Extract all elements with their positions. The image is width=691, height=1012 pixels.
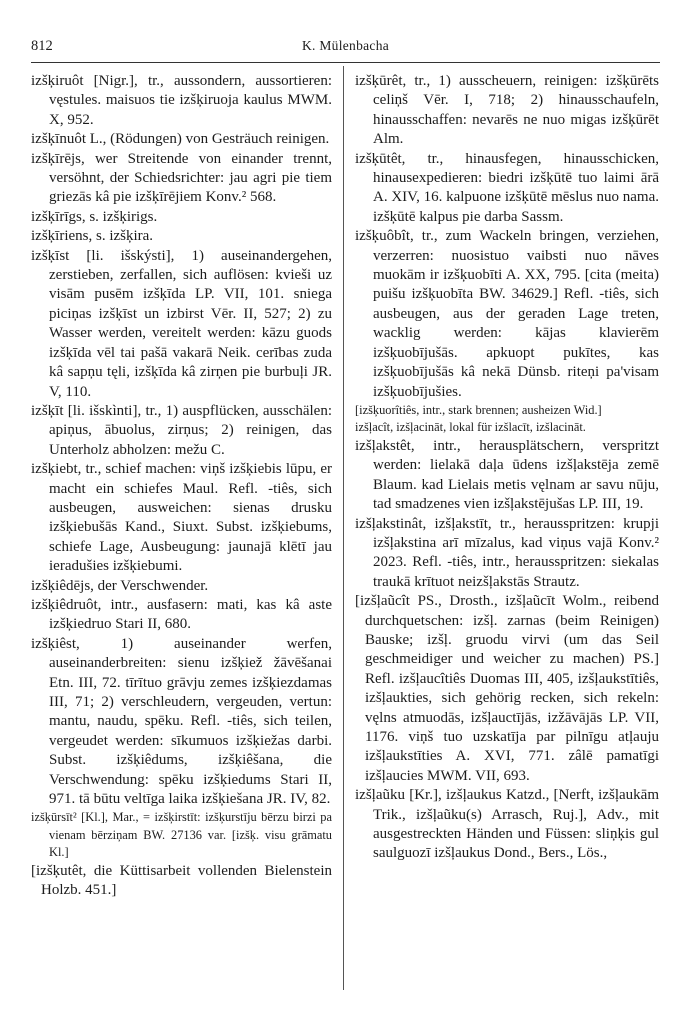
dictionary-entry: izšķīrīgs, s. izšķirigs. (31, 208, 158, 225)
dictionary-entry: izšļaũku [Kr.], izšļaukus Katzd., [Nerft, izšļaukām Trik., izšļaũku(s) Arrasch, Ruj.], Adv., mit ausgestreckten Händen und Füssen: sliņķis gul saulguozī izšļaukus Dond., Bers., Lös., (355, 787, 659, 862)
dictionary-entry: izšķuôbît, tr., zum Wackeln bringen, verziehen, verzerren: nuosistuo vaibsti nuo nāves muokām ir izšķuobīti A. XX, 795. [cita (meita) puišu izšķuobīta BW. 34629.] Refl. -tiês, sich ausbeugen, aus der geraden Lage treten, wacklig werden: kājas klavierēm izšķuobījušās. apkuopt pukītes, kas izšķuobījušās kâ nekā Dünsb. riteņi pa'visam izšķuobījušies. (355, 228, 659, 400)
dictionary-entry: izšķīt [li. išskìnti], tr., 1) auspflücken, ausschälen: apiņus, ābuolus, zirņus; 2) reinigen, das Unterholz abholzen: mežu C. (31, 402, 332, 458)
dictionary-entry: izšķiêdējs, der Verschwender. (31, 577, 209, 594)
right-column (355, 72, 659, 864)
dictionary-entry: izšķiebt, tr., schief machen: viņš izšķiebis lūpu, er macht ein schiefes Maul. Refl. -tiês, sich ausbeugen, ausweichen: sienas drusku izšķiebušās Kand., Siuxt. Subst. izšķiebums, schiefe Lage, Ausbeugung: jaunajā klētī jau ieradušies izšķiebumi. (31, 461, 332, 575)
left-column (31, 72, 332, 901)
dictionary-entry: izšļakstinât, izšļakstīt, tr., herausspritzen: krupji izšļakstina arī mīzalus, kad viņus vajā Konv.² 2023. Refl. -tiês, intr., herausspritzen: siekalas traukā krītuot neizšļakstās Strautz. (355, 515, 659, 590)
dictionary-entry: izšķūrsīt² [Kl.], Mar., = izšķirstīt: izšķurstīju bērzu birzi pa vienam bērziņam BW. 27136 var. [izšķ. visu grāmatu Kl.] (31, 810, 332, 860)
dictionary-entry: izšķūtêt, tr., hinausfegen, hinausschicken, hinausexpedieren: biedri izšķūtē tuo laimi ārā A. XIV, 16. kalpuone izšķūtē mēslus nuo nama. izšķūtē kalpus pie darba Sassm. (355, 150, 659, 225)
dictionary-entry: izšķīst [li. išskýsti], 1) auseinandergehen, zerstieben, zerfallen, sich auflösen: kvieši uz visām pusēm izšķīda LP. VII, 101. sniega piciņas izšķīst un izbirst Vēr. II, 527; 2) zu Wasser werden, vereitelt werden: kāzu guods izšķīda vēl tai pašā vakarā Neik. cerības zuda kâ sapņu tęli, izšķīda kâ zirņen pie burbuļi JR. V, 110. (31, 247, 332, 400)
dictionary-entry: izšķīnuôt L., (Rödungen) von Gesträuch reinigen. (31, 131, 330, 148)
dictionary-entry: izšķūrêt, tr., 1) ausscheuern, reinigen: izšķūrēts celiņš Vēr. I, 718; 2) hinausschaufeln, hinausschaffen: nevarēs ne nuo migas izšķūrēt Alm. (355, 73, 659, 148)
column-divider (343, 66, 344, 990)
dictionary-entry: [izšļaũcît PS., Drosth., izšļaũcīt Wolm., reibend durchquetschen: izšļ. zarnas (beim Reinigen) Bauske; izšļ. gruodu virvi (um das Seil geschmeidiger und weicher zu machen) PS.] Refl. izšļaucîtiês Duomas III, 405, izšļaukstītiês, izšļaukties, sich gehörig recken, sich rekeln: vęlns atmuodās, izšļauctījās, izžāvājās LP. VII, 1176. viņš tuo uzskatīja par pilnīgu atļauju izšļaukstīties A. XVI, 771. zâlē pamatīgi izšļaucies MWM. VII, 693. (355, 593, 659, 784)
page-number: 812 (31, 38, 53, 54)
dictionary-entry: izšļacît, izšļacināt, lokal für izšlacīt, izšlacināt. (355, 420, 586, 435)
dictionary-entry: izšķīriens, s. izšķira. (31, 228, 154, 245)
running-title: K. Mülenbacha (301, 38, 390, 53)
dictionary-entry: izšķīrējs, wer Streitende von einander trennt, versöhnt, der Schiedsrichter: jau agri pie tiem griezās kâ pie izšķīrējiem Konv.² 568. (31, 150, 332, 206)
dictionary-entry: [izšķuorîtiês, intr., stark brennen; ausheizen Wid.] (355, 402, 602, 417)
header-rule (31, 62, 660, 63)
dictionary-entry: [izšķutêt, die Küttisarbeit vollenden Bielenstein Holzb. 451.] (31, 862, 332, 899)
dictionary-entry: izšļakstêt, intr., herausplätschern, verspritzt werden: lielakā daļa ūdens izšļakstēja zemē Blaum. kad Lielais metis vęlnam ar savu nūju, tad smadzenes vien izšļakstējušas LP. III, 19. (355, 437, 659, 513)
dictionary-entry: izšķiruôt [Nigr.], tr., aussondern, aussortieren: vęstules. maisuos tie izšķiruoja kaulus MWM. X, 952. (31, 73, 332, 128)
dictionary-entry: izšķiêdruôt, intr., ausfasern: mati, kas kâ aste izšķiedruo Stari II, 680. (31, 596, 332, 633)
page-header (31, 38, 660, 60)
dictionary-entry: izšķiêst, 1) auseinander werfen, auseinanderbreiten: sienu izšķiež žāvēšanai Etn. III, 72. tīrītuo grāvju zemes izšķiezdamas III, 71; 2) verschleudern, vergeuden, vertun: mantu, naudu, spēku. Refl. -tiês, sich teilen, vergeudet werden: sīkumuos izšķiežas darbi. Subst. izšķiêdums, izšķiêšana, die Verschwendung: spēku izšķiedums Stari II, 971. tā būtu veltīga laika izšķiešana JR. IV, 82. (31, 635, 332, 808)
